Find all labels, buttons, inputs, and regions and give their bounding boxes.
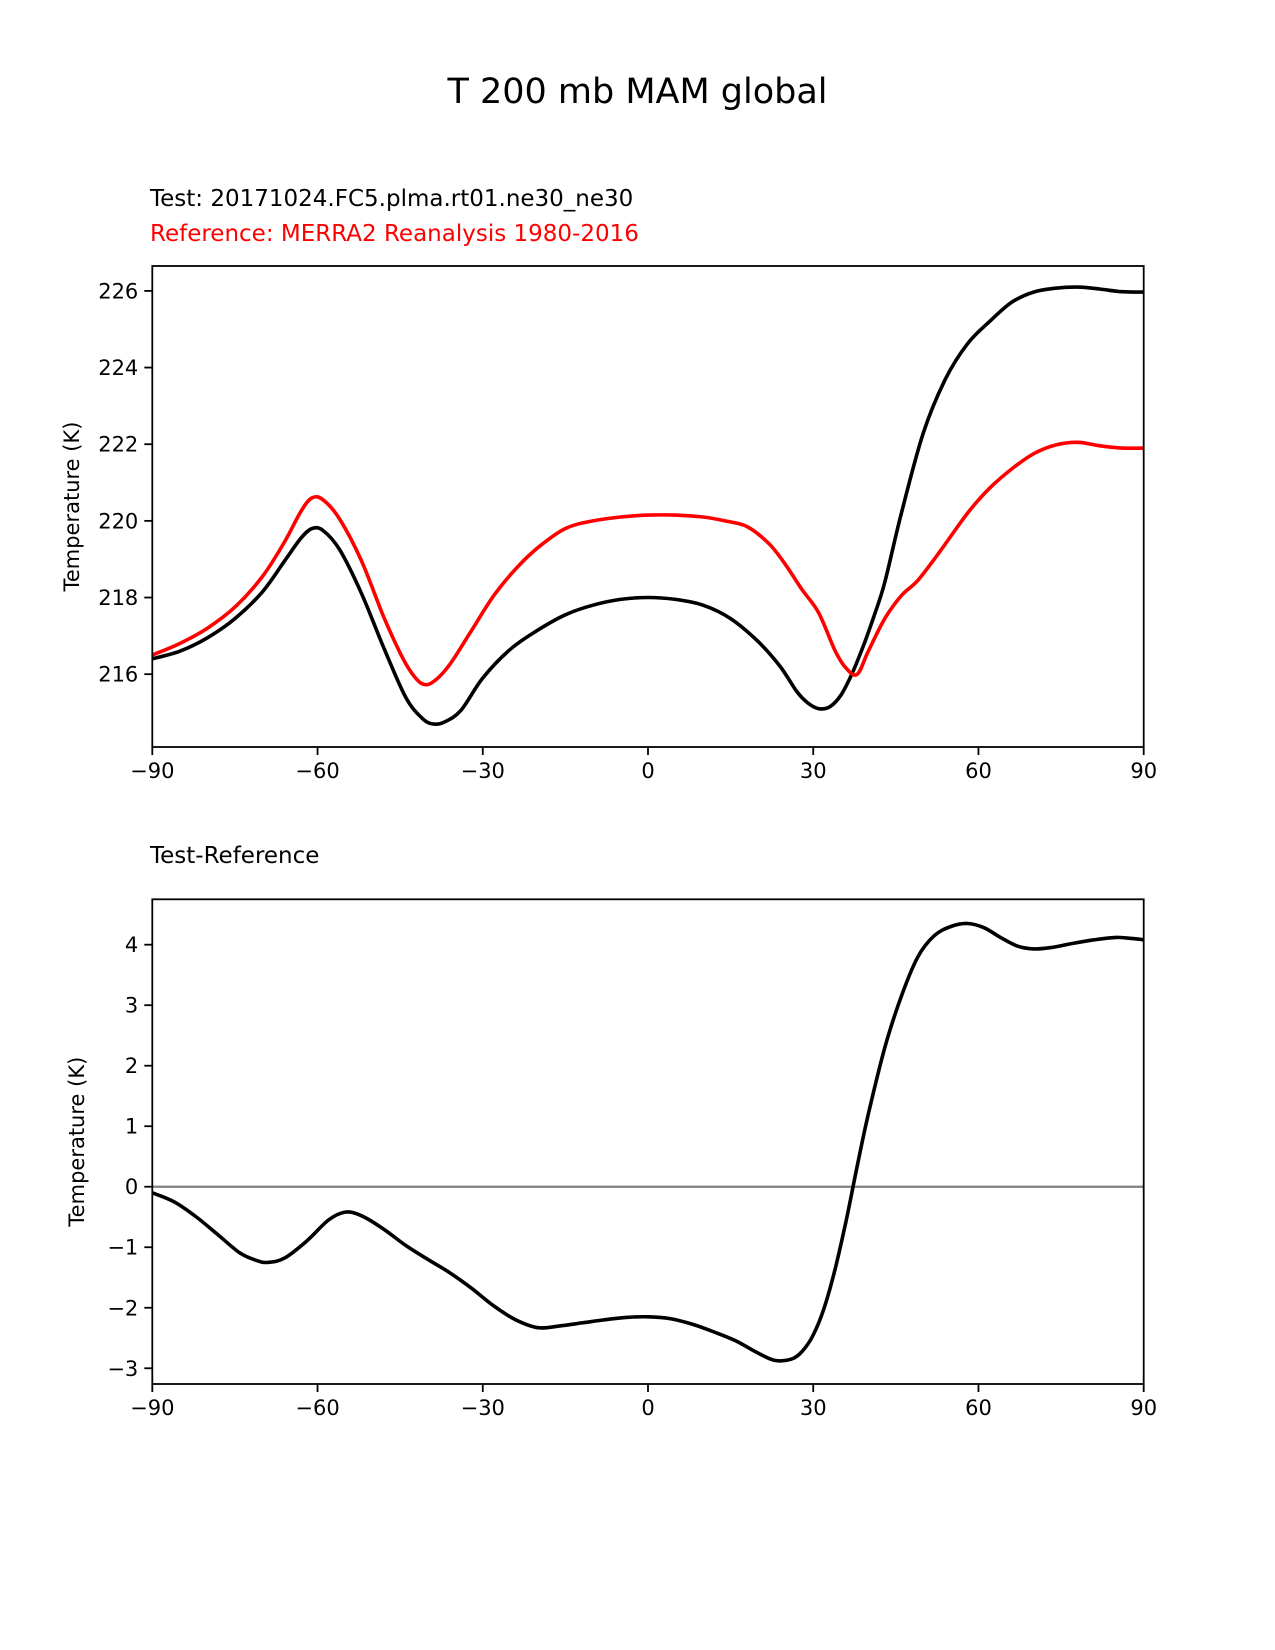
y-tick-label: 224: [98, 356, 139, 381]
x-tick-label: 60: [965, 1396, 992, 1420]
y-tick-label: 2: [124, 1054, 139, 1079]
y-tick-label: −3: [107, 1356, 139, 1381]
y-tick-label: 218: [98, 586, 139, 611]
test-run-label: Test: 20171024.FC5.plma.rt01.ne30_ne30: [150, 186, 634, 212]
y-tick-label: 222: [98, 432, 139, 457]
y-tick-label: −2: [107, 1296, 139, 1321]
x-tick-label: −30: [460, 1396, 505, 1420]
y-tick-label: 226: [98, 279, 139, 304]
y-tick-label: −1: [107, 1235, 139, 1260]
y-axis-label: Temperature (K): [65, 1056, 89, 1227]
x-tick-label: 0: [641, 759, 655, 783]
x-tick-label: 60: [965, 759, 992, 783]
x-tick-label: 90: [1130, 1396, 1158, 1420]
top-plot-curves: [152, 287, 1143, 724]
x-tick-label: −60: [295, 759, 340, 783]
x-tick-label: −90: [130, 1396, 175, 1420]
x-tick-label: 30: [799, 759, 827, 783]
y-tick-label: 216: [98, 662, 139, 687]
x-tick-label: −90: [130, 759, 175, 783]
x-tick-label: 90: [1130, 759, 1158, 783]
top-plot: [60, 266, 1157, 783]
top-plot-frame: [152, 266, 1143, 747]
y-axis-label: Temperature (K): [60, 421, 84, 592]
diff-panel-title: Test-Reference: [150, 843, 320, 869]
diff-curve: [152, 923, 1143, 1360]
y-tick-label: 3: [124, 993, 139, 1018]
reference-curve: [152, 442, 1143, 684]
y-tick-label: 4: [124, 933, 139, 958]
diff-plot: [65, 899, 1157, 1420]
x-tick-label: −30: [460, 759, 505, 783]
y-tick-label: 1: [124, 1114, 139, 1139]
x-tick-label: 0: [641, 1396, 655, 1420]
y-tick-label: 220: [98, 509, 139, 534]
diff-plot-frame: [152, 899, 1143, 1384]
reference-run-label: Reference: MERRA2 Reanalysis 1980-2016: [150, 221, 639, 247]
test-curve: [152, 287, 1143, 724]
y-tick-label: 0: [124, 1175, 139, 1200]
x-tick-label: 30: [799, 1396, 827, 1420]
diff-plot-curves: [152, 923, 1143, 1360]
x-tick-label: −60: [295, 1396, 340, 1420]
figure-title: T 200 mb MAM global: [447, 72, 828, 112]
